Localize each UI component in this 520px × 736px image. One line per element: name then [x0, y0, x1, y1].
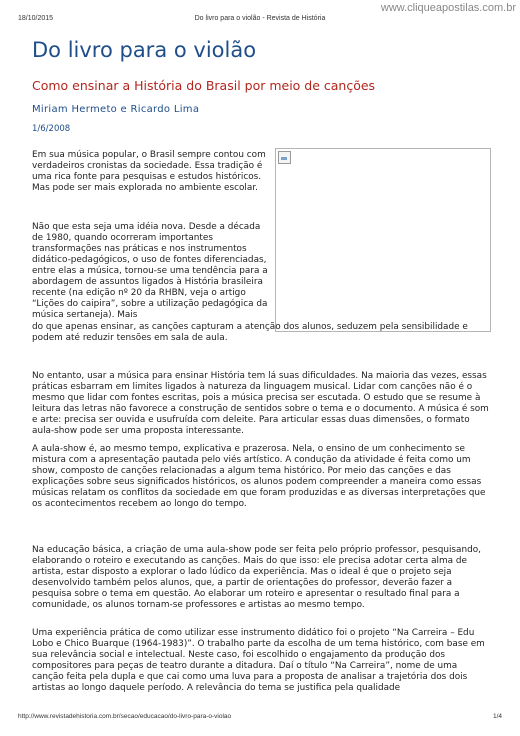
print-header [18, 15, 502, 27]
print-footer [18, 713, 502, 725]
paragraph: Uma experiência prática de como utilizar esse instrumento didático foi o projeto “Na Carreira – Edu Lobo e Chico Buarque (1964-1983)”. O trabalho parte da escolha de um tema histórico, com base em sua relevância social e intelectual. Neste caso, foi escolhido o engajamento da produção dos compositores para peças de teatro durante a ditadura. Daí o título “Na Carreira”, nome de uma canção feita pela dupla e que cai como uma luva para a proposta de analisar a trajetória dos dois artistas ao longo daquele período. A relevância do tema se justifica pela qualidade [32, 628, 485, 693]
paragraph: A aula-show é, ao mesmo tempo, explicativa e prazerosa. Nela, o ensino de um conhecimento se mistura com a apresentação pautada pelo viés artístico. A condução da atividade é feita como um show, composto de canções relacionadas a algum tema histórico. Por meio das canções e das explicações sobre seus significados históricos, os alunos podem compreender a maneira como essas músicas relatam os conflitos da sociedade em que foram produzidas e as diversas interpretações que os acontecimentos recebem ao longo do tempo. [32, 444, 486, 509]
paragraph: Na educação básica, a criação de uma aula-show pode ser feita pelo próprio professor, pesquisando, elaborando o roteiro e executando as canções. Mais do que isso: ele precisa adotar certa alma de artista, estar disposto a explorar o lado lúdico da experiência. Mas o ideal é que o projeto seja desenvolvido também pelos alunos, que, a partir de orientações do professor, deverão fazer a pesquisa sobre o tema em questão. Ao elaborar um roteiro e apresentar o resultado final para a comunidade, os alunos tornam-se professores e artistas ao mesmo tempo. [32, 545, 481, 610]
print-date: 18/10/2015 [18, 15, 54, 22]
paragraph-continuation: do que apenas ensinar, as canções capturam a atenção dos alunos, seduzem pela sensibilidade e podem até reduzir tensões em sala de aula. [32, 322, 468, 343]
page-number: 1/4 [492, 713, 502, 720]
broken-image-icon [278, 151, 291, 164]
article-title: Do livro para o violão [32, 38, 257, 62]
paragraph: Não que esta seja uma idéia nova. Desde a década de 1980, quando ocorreram importantes transformações nas práticas e nos instrumentos didático-pedagógicos, o uso de fontes diferenciadas, entre elas a música, tornou-se uma tendência para a abordagem de assuntos ligados à História brasileira recente (na edição nº 20 da RHBN, veja o artigo “Lições do caipira”, sobre a utilização pedagógica da música sertaneja). Mais [32, 222, 268, 320]
article-subtitle: Como ensinar a História do Brasil por meio de canções [32, 78, 376, 93]
footer-url: http://www.revistadehistoria.com.br/secao/educacao/do-livro-para-o-violao [18, 713, 232, 720]
site-watermark: www.cliqueapostilas.com.br [380, 2, 516, 14]
article-image-placeholder [275, 148, 491, 332]
article-authors: Miriam Hermeto e Ricardo Lima [32, 104, 200, 115]
print-page-title: Do livro para o violão - Revista de História [194, 15, 326, 22]
paragraph: Em sua música popular, o Brasil sempre contou com verdadeiros cronistas da sociedade. Essa tradição é uma rica fonte para pesquisas e estudos históricos. Mas pode ser mais explorada no ambiente escolar. [32, 150, 266, 193]
article-date: 1/6/2008 [32, 124, 71, 134]
paragraph: No entanto, usar a música para ensinar História tem lá suas dificuldades. Na maioria das vezes, essas práticas esbarram em limites ligados à natureza da linguagem musical. Lidar com canções não é o mesmo que lidar com fontes escritas, pois a música precisa ser escutada. O estudo que se resume à leitura das letras não favorece a construção de sentidos sobre o tema e o documento. A música é som e arte: precisa ser ouvida e usufruída com deleite. Para articular essas duas dimensões, o formato aula-show pode ser uma proposta interessante. [32, 371, 489, 436]
